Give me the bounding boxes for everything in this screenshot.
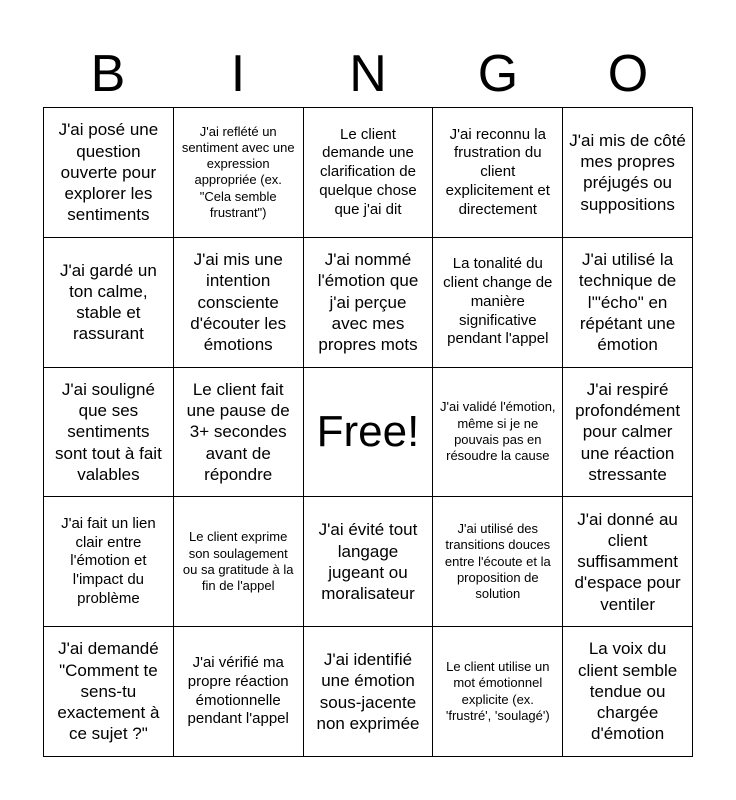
free-space[interactable]: Free! bbox=[304, 368, 434, 498]
bingo-cell[interactable]: La tonalité du client change de manière significative pendant l'appel bbox=[433, 238, 563, 368]
bingo-cell[interactable]: J'ai utilisé la technique de l'"écho" en répétant une émotion bbox=[563, 238, 693, 368]
bingo-cell[interactable]: J'ai reconnu la frustration du client explicitement et directement bbox=[433, 108, 563, 238]
header-letter-i: I bbox=[230, 45, 246, 103]
bingo-header bbox=[43, 42, 693, 106]
bingo-cell[interactable]: J'ai identifié une émotion sous-jacente non exprimée bbox=[304, 627, 434, 757]
bingo-cell[interactable]: J'ai vérifié ma propre réaction émotionnelle pendant l'appel bbox=[174, 627, 304, 757]
bingo-cell[interactable]: J'ai validé l'émotion, même si je ne pouvais pas en résoudre la cause bbox=[433, 368, 563, 498]
header-letter-b: B bbox=[90, 45, 126, 103]
bingo-cell[interactable]: J'ai donné au client suffisamment d'espace pour ventiler bbox=[563, 497, 693, 627]
bingo-cell[interactable]: Le client exprime son soulagement ou sa gratitude à la fin de l'appel bbox=[174, 497, 304, 627]
header-letter-g: G bbox=[477, 45, 519, 103]
bingo-card bbox=[43, 107, 693, 757]
bingo-cell[interactable]: Le client demande une clarification de quelque chose que j'ai dit bbox=[304, 108, 434, 238]
bingo-cell[interactable]: J'ai gardé un ton calme, stable et rassurant bbox=[44, 238, 174, 368]
bingo-cell[interactable]: J'ai demandé "Comment te sens-tu exactement à ce sujet ?" bbox=[44, 627, 174, 757]
bingo-cell[interactable]: J'ai utilisé des transitions douces entre l'écoute et la proposition de solution bbox=[433, 497, 563, 627]
bingo-cell[interactable]: J'ai nommé l'émotion que j'ai perçue avec mes propres mots bbox=[304, 238, 434, 368]
bingo-cell[interactable]: J'ai posé une question ouverte pour explorer les sentiments bbox=[44, 108, 174, 238]
bingo-cell[interactable]: La voix du client semble tendue ou chargée d'émotion bbox=[563, 627, 693, 757]
bingo-cell[interactable]: J'ai fait un lien clair entre l'émotion et l'impact du problème bbox=[44, 497, 174, 627]
bingo-cell[interactable]: J'ai mis une intention consciente d'écouter les émotions bbox=[174, 238, 304, 368]
bingo-cell[interactable]: J'ai respiré profondément pour calmer une réaction stressante bbox=[563, 368, 693, 498]
bingo-cell[interactable]: J'ai souligné que ses sentiments sont tout à fait valables bbox=[44, 368, 174, 498]
bingo-cell[interactable]: J'ai reflété un sentiment avec une expression appropriée (ex. "Cela semble frustrant") bbox=[174, 108, 304, 238]
bingo-cell[interactable]: J'ai évité tout langage jugeant ou moralisateur bbox=[304, 497, 434, 627]
header-letter-o: O bbox=[607, 45, 649, 103]
bingo-cell[interactable]: J'ai mis de côté mes propres préjugés ou suppositions bbox=[563, 108, 693, 238]
bingo-cell[interactable]: Le client fait une pause de 3+ secondes avant de répondre bbox=[174, 368, 304, 498]
bingo-cell[interactable]: Le client utilise un mot émotionnel explicite (ex. 'frustré', 'soulagé') bbox=[433, 627, 563, 757]
header-letter-n: N bbox=[349, 45, 387, 103]
